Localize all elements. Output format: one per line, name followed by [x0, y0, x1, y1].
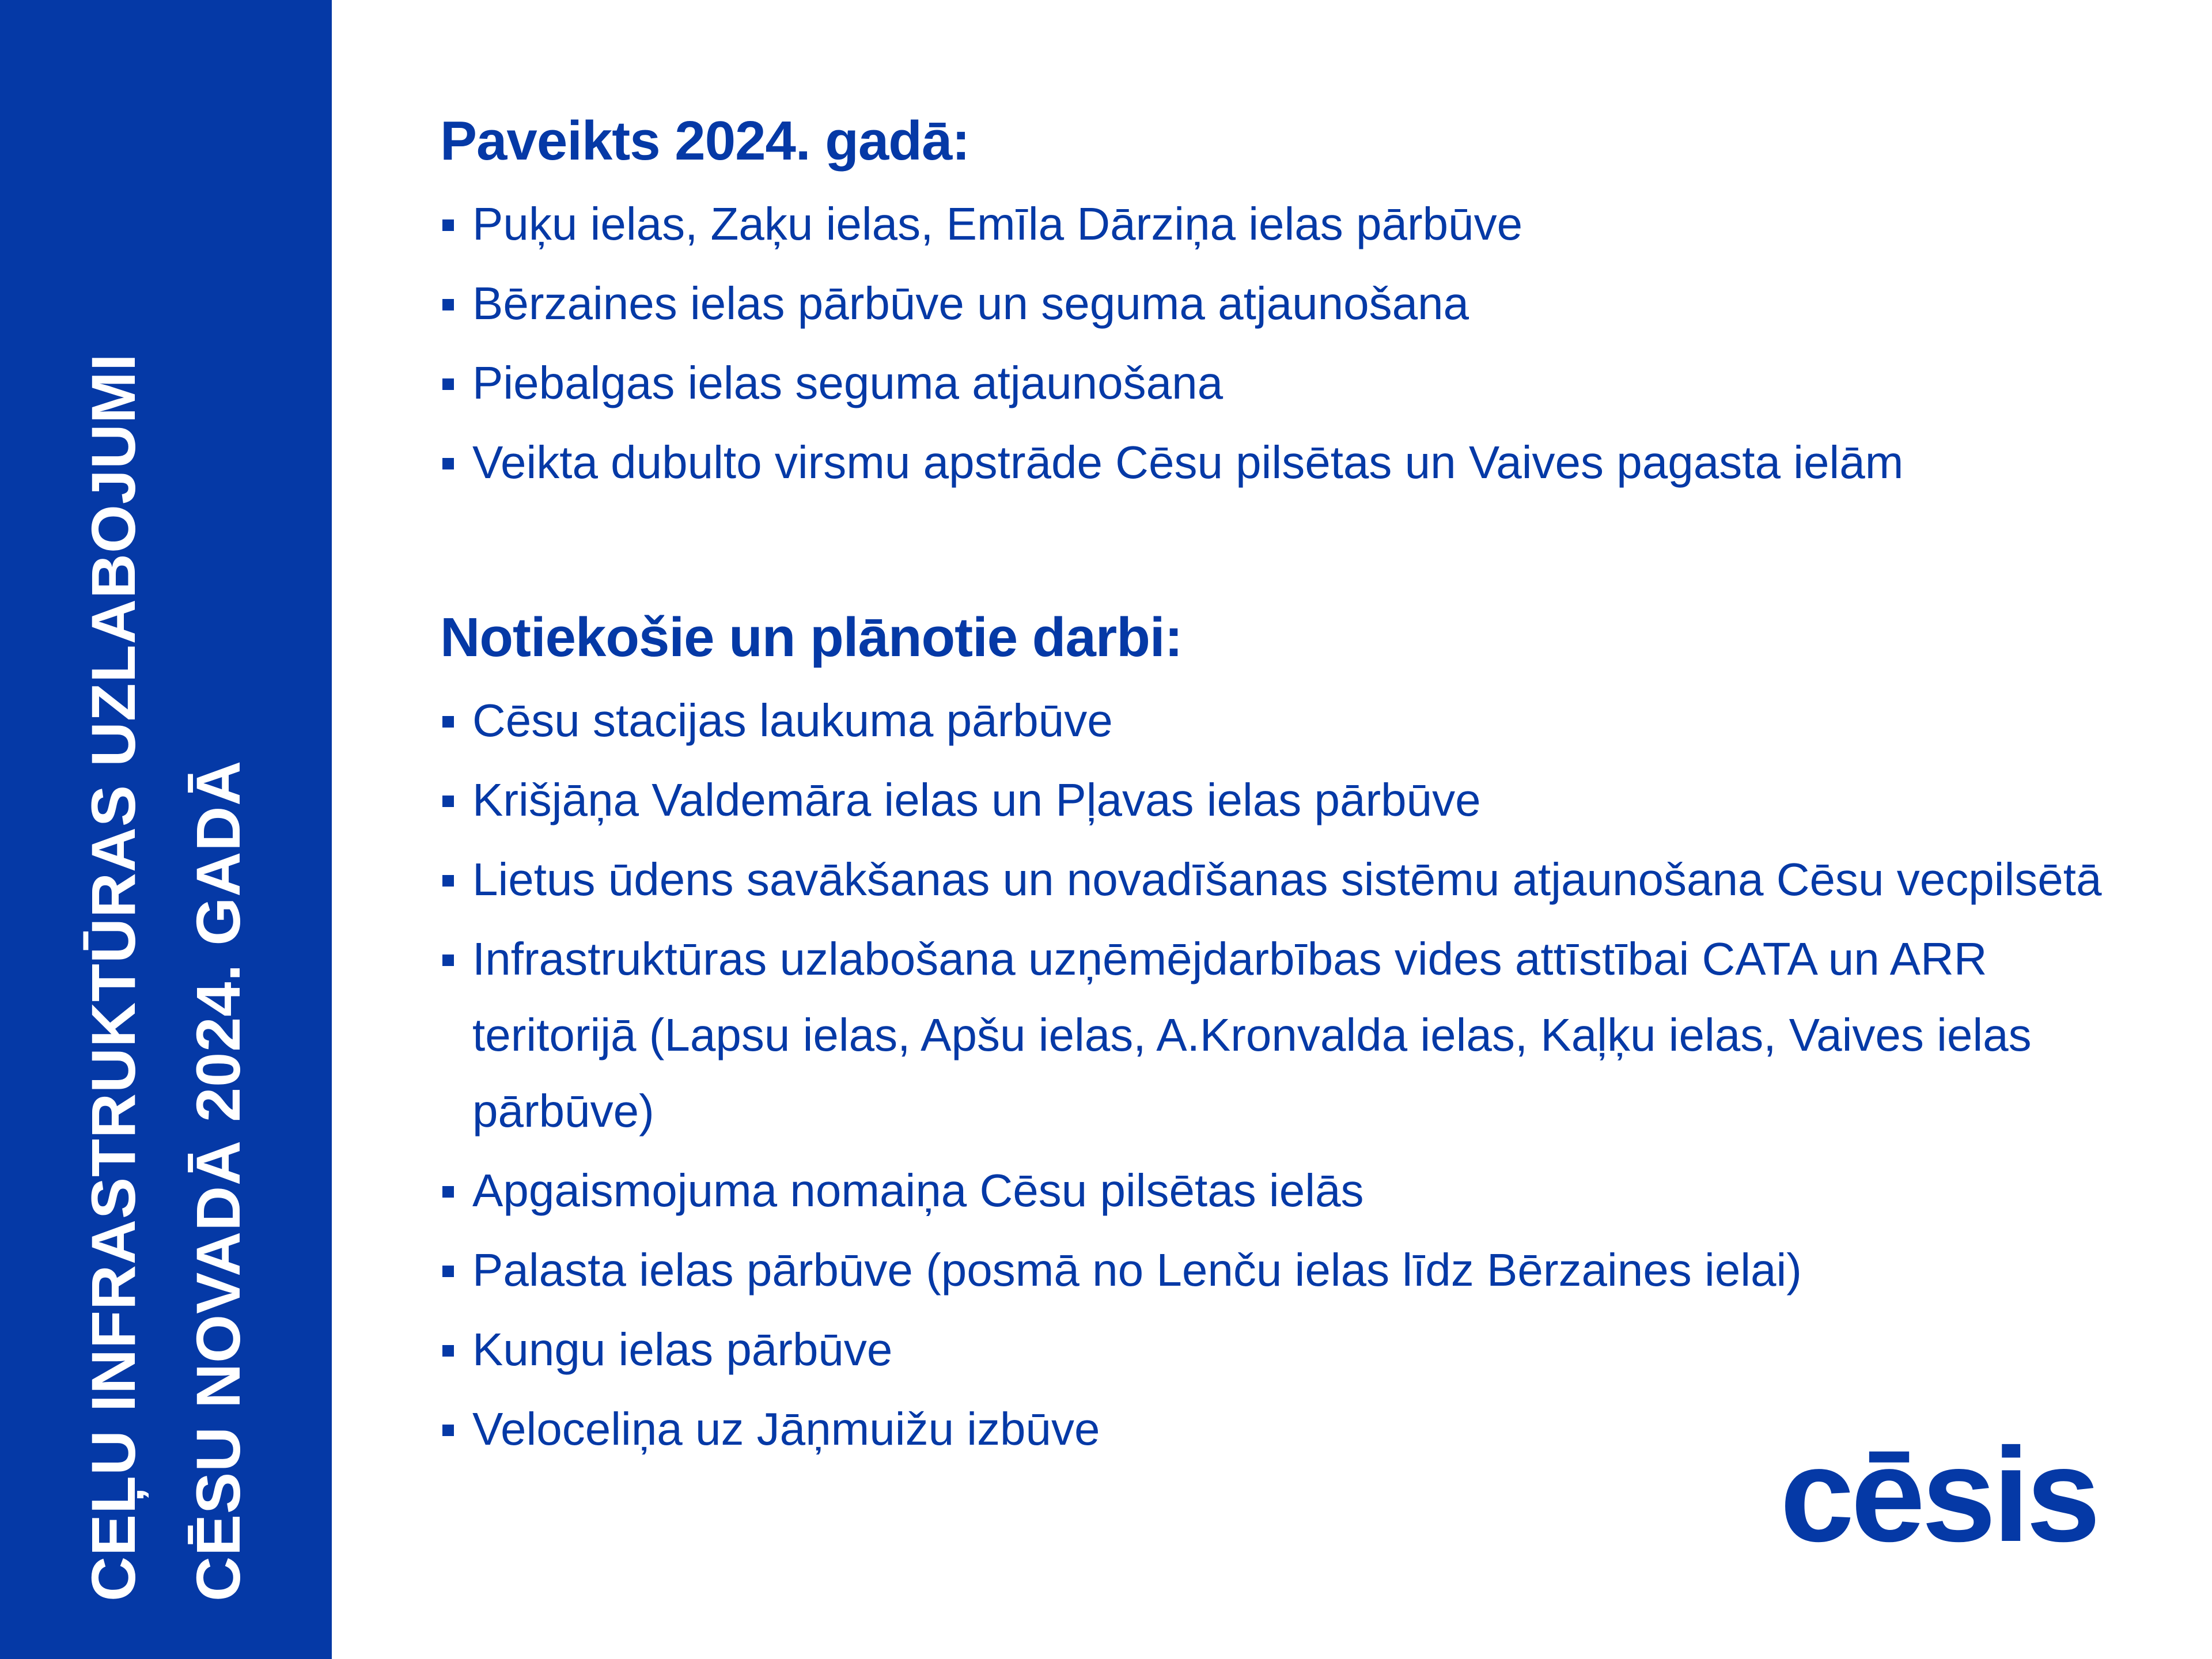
list-item	[440, 1312, 2145, 1388]
list-item	[440, 1153, 2145, 1229]
section-heading-planned: Notiekošie un plānotie darbi:	[440, 607, 1183, 668]
bullet-icon	[442, 875, 454, 887]
list-item-text: Lietus ūdens savākšanas un novadīšanas sistēmu atjaunošana Cēsu vecpilsētā	[472, 854, 2102, 905]
list-item-text: Veikta dubulto virsmu apstrāde Cēsu pilsētas un Vaives pagasta ielām	[472, 437, 1904, 488]
bullet-icon	[442, 299, 454, 310]
bullet-icon	[442, 458, 454, 469]
main-content	[440, 101, 2145, 1471]
list-item	[440, 842, 2145, 918]
list-item-text: Palasta ielas pārbūve (posmā no Lenču ielas līdz Bērzaines ielai)	[472, 1244, 1802, 1296]
sidebar-panel	[0, 0, 332, 1659]
bullet-icon	[442, 1425, 454, 1436]
page-title	[61, 58, 271, 1601]
bullet-icon	[442, 1266, 454, 1277]
list-item-text: Krišjāņa Valdemāra ielas un Pļavas ielas pārbūve	[472, 774, 1481, 825]
list-item-text: Puķu ielas, Zaķu ielas, Emīla Dārziņa ielas pārbūve	[472, 198, 1523, 249]
list-item	[440, 345, 2145, 421]
list-item	[440, 762, 2145, 838]
list-item	[440, 266, 2145, 342]
title-line-1: CEĻU INFRASTRUKTŪRAS UZLABOJUMI	[78, 353, 148, 1601]
bullet-icon	[442, 378, 454, 390]
bullet-icon	[442, 796, 454, 807]
bullet-icon	[442, 1345, 454, 1357]
section-planned	[440, 597, 2145, 1467]
section-completed	[440, 101, 2145, 501]
section-heading-completed: Paveikts 2024. gadā:	[440, 110, 970, 172]
list-item-text: Bērzaines ielas pārbūve un seguma atjaunošana	[472, 278, 1469, 329]
list-item	[440, 186, 2145, 262]
bullet-icon	[442, 955, 454, 966]
list-item	[440, 921, 2145, 1149]
list-item-text: Apgaismojuma nomaiņa Cēsu pilsētas ielās	[472, 1165, 1364, 1216]
title-line-2: CĒSU NOVADĀ 2024. GADĀ	[183, 760, 253, 1601]
list-item-text: Cēsu stacijas laukuma pārbūve	[472, 695, 1113, 746]
list-item-text: Veloceliņa uz Jāņmuižu izbūve	[472, 1403, 1100, 1455]
list-item	[440, 683, 2145, 759]
list-item-text: Infrastruktūras uzlabošana uzņēmējdarbības vides attīstībai CATA un ARR teritorijā (Lapsu ielas, Apšu ielas, A.Kronvalda ielas, Kaļķu ielas, Vaives ielas pārbūve)	[472, 933, 2032, 1137]
list-item-text: Kungu ielas pārbūve	[472, 1324, 893, 1375]
completed-list	[440, 186, 2145, 501]
list-item-text: Piebalgas ielas seguma atjaunošana	[472, 357, 1224, 408]
bullet-icon	[442, 219, 454, 231]
list-item	[440, 1232, 2145, 1308]
bullet-icon	[442, 716, 454, 728]
cesis-logo: cēsis	[1780, 1421, 2097, 1570]
bullet-icon	[442, 1186, 454, 1198]
planned-list	[440, 683, 2145, 1467]
list-item	[440, 425, 2145, 501]
